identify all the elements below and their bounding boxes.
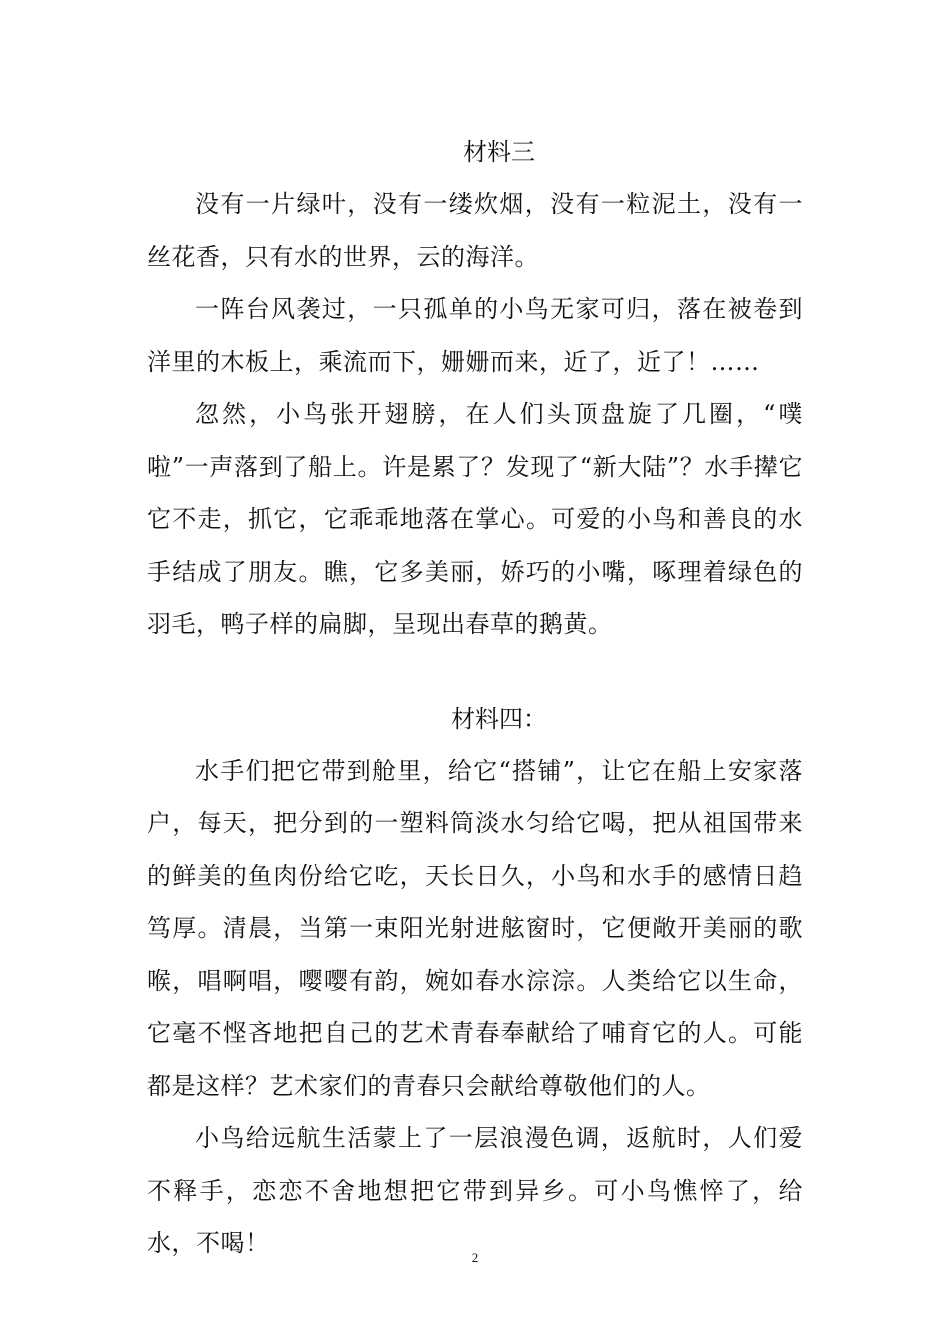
paragraph: 没有一片绿叶，没有一缕炊烟，没有一粒泥土，没有一丝花香，只有水的世界，云的海洋。 — [147, 190, 803, 271]
paragraph: 忽然，小鸟张开翅膀，在人们头顶盘旋了几圈，“噗啦”一声落到了船上。许是累了？发现了“新大陆”？水手撵它它不走，抓它，它乖乖地落在掌心。可爱的小鸟和善良的水手结成了朋友。瞧，它多美丽，娇巧的小嘴，啄理着绿色的羽毛，鸭子样的扁脚，呈现出春草的鹅黄。 — [147, 400, 803, 638]
paragraph: 小鸟给远航生活蒙上了一层浪漫色调，返航时，人们爱不释手，恋恋不舍地想把它带到异乡。可小鸟憔悴了，给水，不喝！ — [147, 1124, 803, 1257]
page-number: 2 — [471, 1250, 479, 1265]
paragraph: 一阵台风袭过，一只孤单的小鸟无家可归，落在被卷到洋里的木板上，乘流而下，姗姗而来，近了，近了！…… — [147, 295, 803, 376]
paragraph: 水手们把它带到舱里，给它“搭铺”，让它在船上安家落户，每天，把分到的一塑料筒淡水匀给它喝，把从祖国带来的鲜美的鱼肉份给它吃，天长日久，小鸟和水手的感情日趋笃厚。清晨，当第一束阳光射进舷窗时，它便敞开美丽的歌喉，唱啊唱，嘤嘤有韵，婉如春水淙淙。人类给它以生命，它毫不悭吝地把自己的艺术青春奉献给了哺育它的人。可能都是这样？艺术家们的青春只会献给尊敬他们的人。 — [147, 756, 803, 1100]
document-body — [147, 126, 803, 1270]
section-title-4: 材料四： — [451, 704, 547, 733]
section-title-3: 材料三 — [463, 138, 535, 166]
section-spacer — [147, 651, 803, 693]
